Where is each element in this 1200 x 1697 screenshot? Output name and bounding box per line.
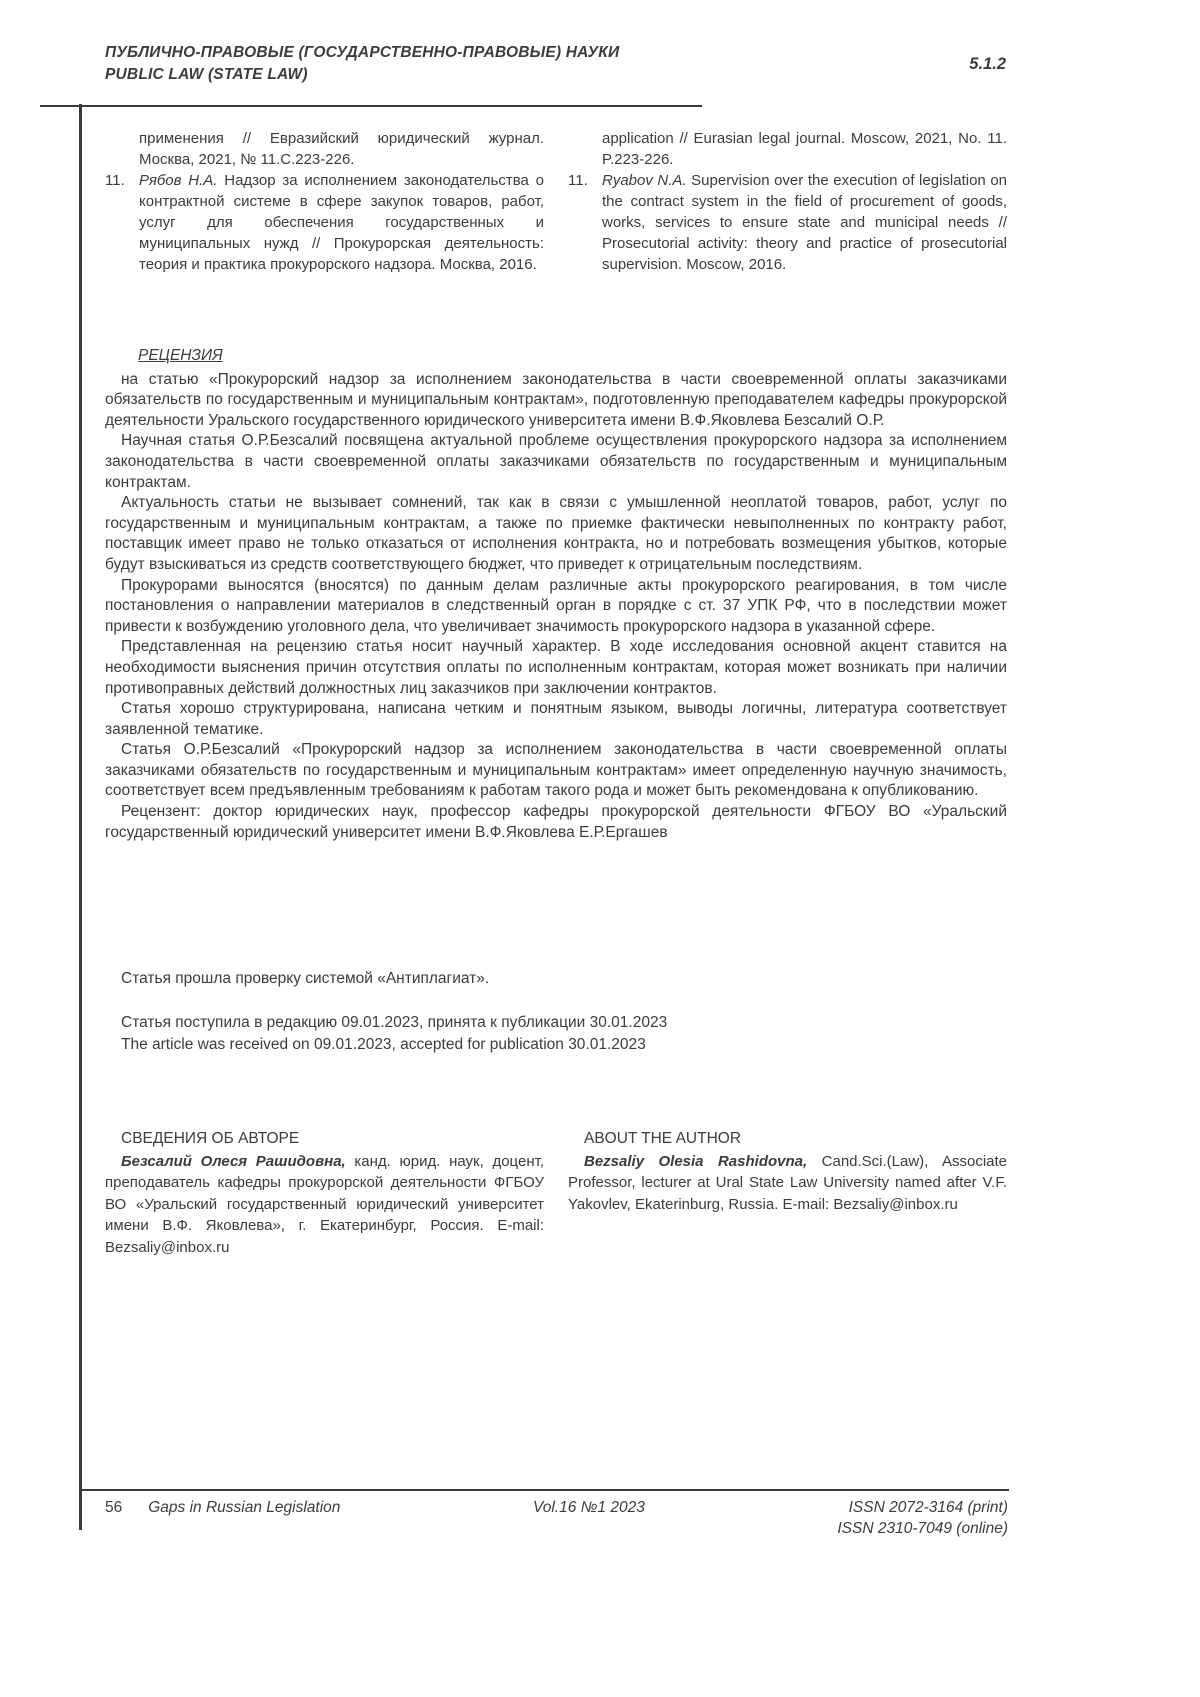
reference-number-ru: 11. [105, 172, 125, 189]
author-bio-ru: канд. юрид. наук, доцент, преподаватель кафедры прокурорской деятельности ФГБОУ ВО «Уральский государственный юридический университет имени В.Ф. Яковлева», г. Екатеринбург, Россия. E-mail: Bezsaliy@inbox.ru [105, 1152, 544, 1256]
references-column-ru [105, 128, 544, 275]
review-section [105, 346, 1007, 843]
author-details-ru [105, 1151, 544, 1259]
reference-item-ru-11 [105, 170, 544, 275]
reference-text-ru [139, 170, 544, 275]
author-heading-en: ABOUT THE AUTHOR [584, 1130, 742, 1147]
review-paragraph: Научная статья О.Р.Безсалий посвящена актуальной проблеме осуществления прокурорского надзора за исполнением законодательства в части своевременной оплаты заказчиками обязательств по государственным и муниципальным контрактам. [105, 432, 1007, 491]
author-bio-en: Cand.Sci.(Law), Associate Professor, lecturer at Ural State Law University named after V.F. Yakovlev, Ekaterinburg, Russia. E-mail: Bezsaliy@inbox.ru [568, 1152, 1008, 1213]
authors-section [105, 1128, 1007, 1258]
antiplagiat-note: Статья прошла проверку системой «Антиплагиат». [121, 970, 490, 987]
reference-item-en-11 [568, 170, 1007, 275]
issn-print: ISSN 2072-3164 (print) [848, 1499, 1008, 1516]
reference-number-en: 11. [568, 172, 588, 189]
review-heading: РЕЦЕНЗИЯ [138, 347, 223, 364]
journal-title: Gaps in Russian Legislation [148, 1499, 341, 1516]
footer-rule [79, 1489, 1009, 1491]
references-section [105, 128, 1007, 275]
reference-text-en [602, 170, 1007, 275]
review-paragraph-reviewer: Рецензент: доктор юридических наук, профессор кафедры прокурорской деятельности ФГБОУ ВО «Уральский государственный юридический университет имени В.Ф.Яковлева Е.Р.Ергашев [105, 803, 1007, 841]
review-paragraph: Прокурорами выносятся (вносятся) по данным делам различные акты прокурорского реагирования, в том числе постановления о направлении материалов в следственный орган в порядке с ст. 37 УПК РФ, что в последствии может привести к возбуждению уголовного дела, что увеличивает значимость прокурорского надзора в указанной сфере. [105, 576, 1007, 635]
review-paragraph: Статья О.Р.Безсалий «Прокурорский надзор за исполнением законодательства в части своевременной оплаты заказчиками обязательств по государственным и муниципальным контрактам» имеет определенную научную значимость, соответствует всем предъявленным требованиям к работам такого рода и может быть рекомендована к опубликованию. [105, 741, 1007, 800]
issn-online: ISSN 2310-7049 (online) [837, 1520, 1008, 1537]
left-margin-rule [79, 104, 82, 1530]
issn-block [837, 1497, 1008, 1539]
received-date-en: The article was received on 09.01.2023, accepted for publication 30.01.2023 [121, 1035, 646, 1053]
reference-continuation-en: application // Eurasian legal journal. Moscow, 2021, No. 11. P.223-226. [602, 130, 1007, 168]
reference-continuation-ru: применения // Евразийский юридический журнал. Москва, 2021, № 11.С.223-226. [139, 130, 544, 168]
author-details-en [568, 1151, 1007, 1216]
section-titles [105, 42, 619, 86]
footer-left [105, 1497, 340, 1539]
review-paragraph: на статью «Прокурорский надзор за исполнением законодательства в части своевременной оплаты заказчиками обязательств по государственным и муниципальным контрактам», подготовленную преподавателем кафедры прокурорской деятельности Уральского государственного юридического университета имени В.Ф.Яковлева Безсалий О.Р. [105, 370, 1007, 429]
received-dates-block [105, 1012, 1007, 1055]
page-number: 56 [105, 1499, 123, 1516]
author-info-ru [105, 1128, 544, 1258]
author-info-en [568, 1128, 1007, 1258]
received-date-ru: Статья поступила в редакцию 09.01.2023, принята к публикации 30.01.2023 [121, 1014, 668, 1031]
section-title-en: PUBLIC LAW (STATE LAW) [105, 66, 308, 83]
reference-author-ru: Рябов Н.А. [139, 172, 218, 189]
reference-body-ru: Надзор за исполнением законодательства о контрактной системе в сфере закупок товаров, работ, услуг для обеспечения государственных и муниципальных нужд // Прокурорская деятельность: теория и практика прокурорского надзора. Москва, 2016. [139, 172, 544, 273]
review-paragraph: Представленная на рецензию статья носит научный характер. В ходе исследования основной акцент ставится на необходимости выяснения причин отсутствия оплаты по исполненным контрактам, которая может возникать при наличии противоправных действий должностных лиц заказчиков при заключении контрактов. [105, 638, 1007, 697]
page-footer [105, 1497, 1008, 1539]
page-header [105, 42, 1006, 86]
review-paragraph: Актуальность статьи не вызывает сомнений, так как в связи с умышленной неоплатой товаров, работ, услуг по государственным и муниципальным контрактам, а также по приемке фактически невыполненных по контракту работ, поставщик имеет право не только отказаться от исполнения контракта, но и потребовать возмещения убытков, которые будут взыскиваться из средств соответствующего бюджет, что приведет к отрицательным последствиям. [105, 494, 1007, 573]
reference-body-en: Supervision over the execution of legislation on the contract system in the field of procurement of goods, works, services to ensure state and municipal needs // Prosecutorial activity: theory and practice of prosecutorial supervision. Moscow, 2016. [602, 172, 1008, 273]
reference-author-en: Ryabov N.A. [602, 172, 687, 189]
author-heading-ru: СВЕДЕНИЯ ОБ АВТОРЕ [121, 1130, 300, 1147]
references-column-en [568, 128, 1007, 275]
header-rule [40, 105, 702, 107]
author-name-en: Bezsaliy Olesia Rashidovna, [584, 1152, 808, 1170]
volume-info: Vol.16 №1 2023 [532, 1499, 645, 1516]
section-title-ru: ПУБЛИЧНО-ПРАВОВЫЕ (ГОСУДАРСТВЕННО-ПРАВОВЫЕ) НАУКИ [105, 44, 620, 61]
review-paragraph: Статья хорошо структурирована, написана четким и понятным языком, выводы логичны, литература соответствует заявленной тематике. [105, 700, 1007, 738]
section-code: 5.1.2 [969, 54, 1006, 73]
author-name-ru: Безсалий Олеся Рашидовна, [121, 1152, 346, 1170]
